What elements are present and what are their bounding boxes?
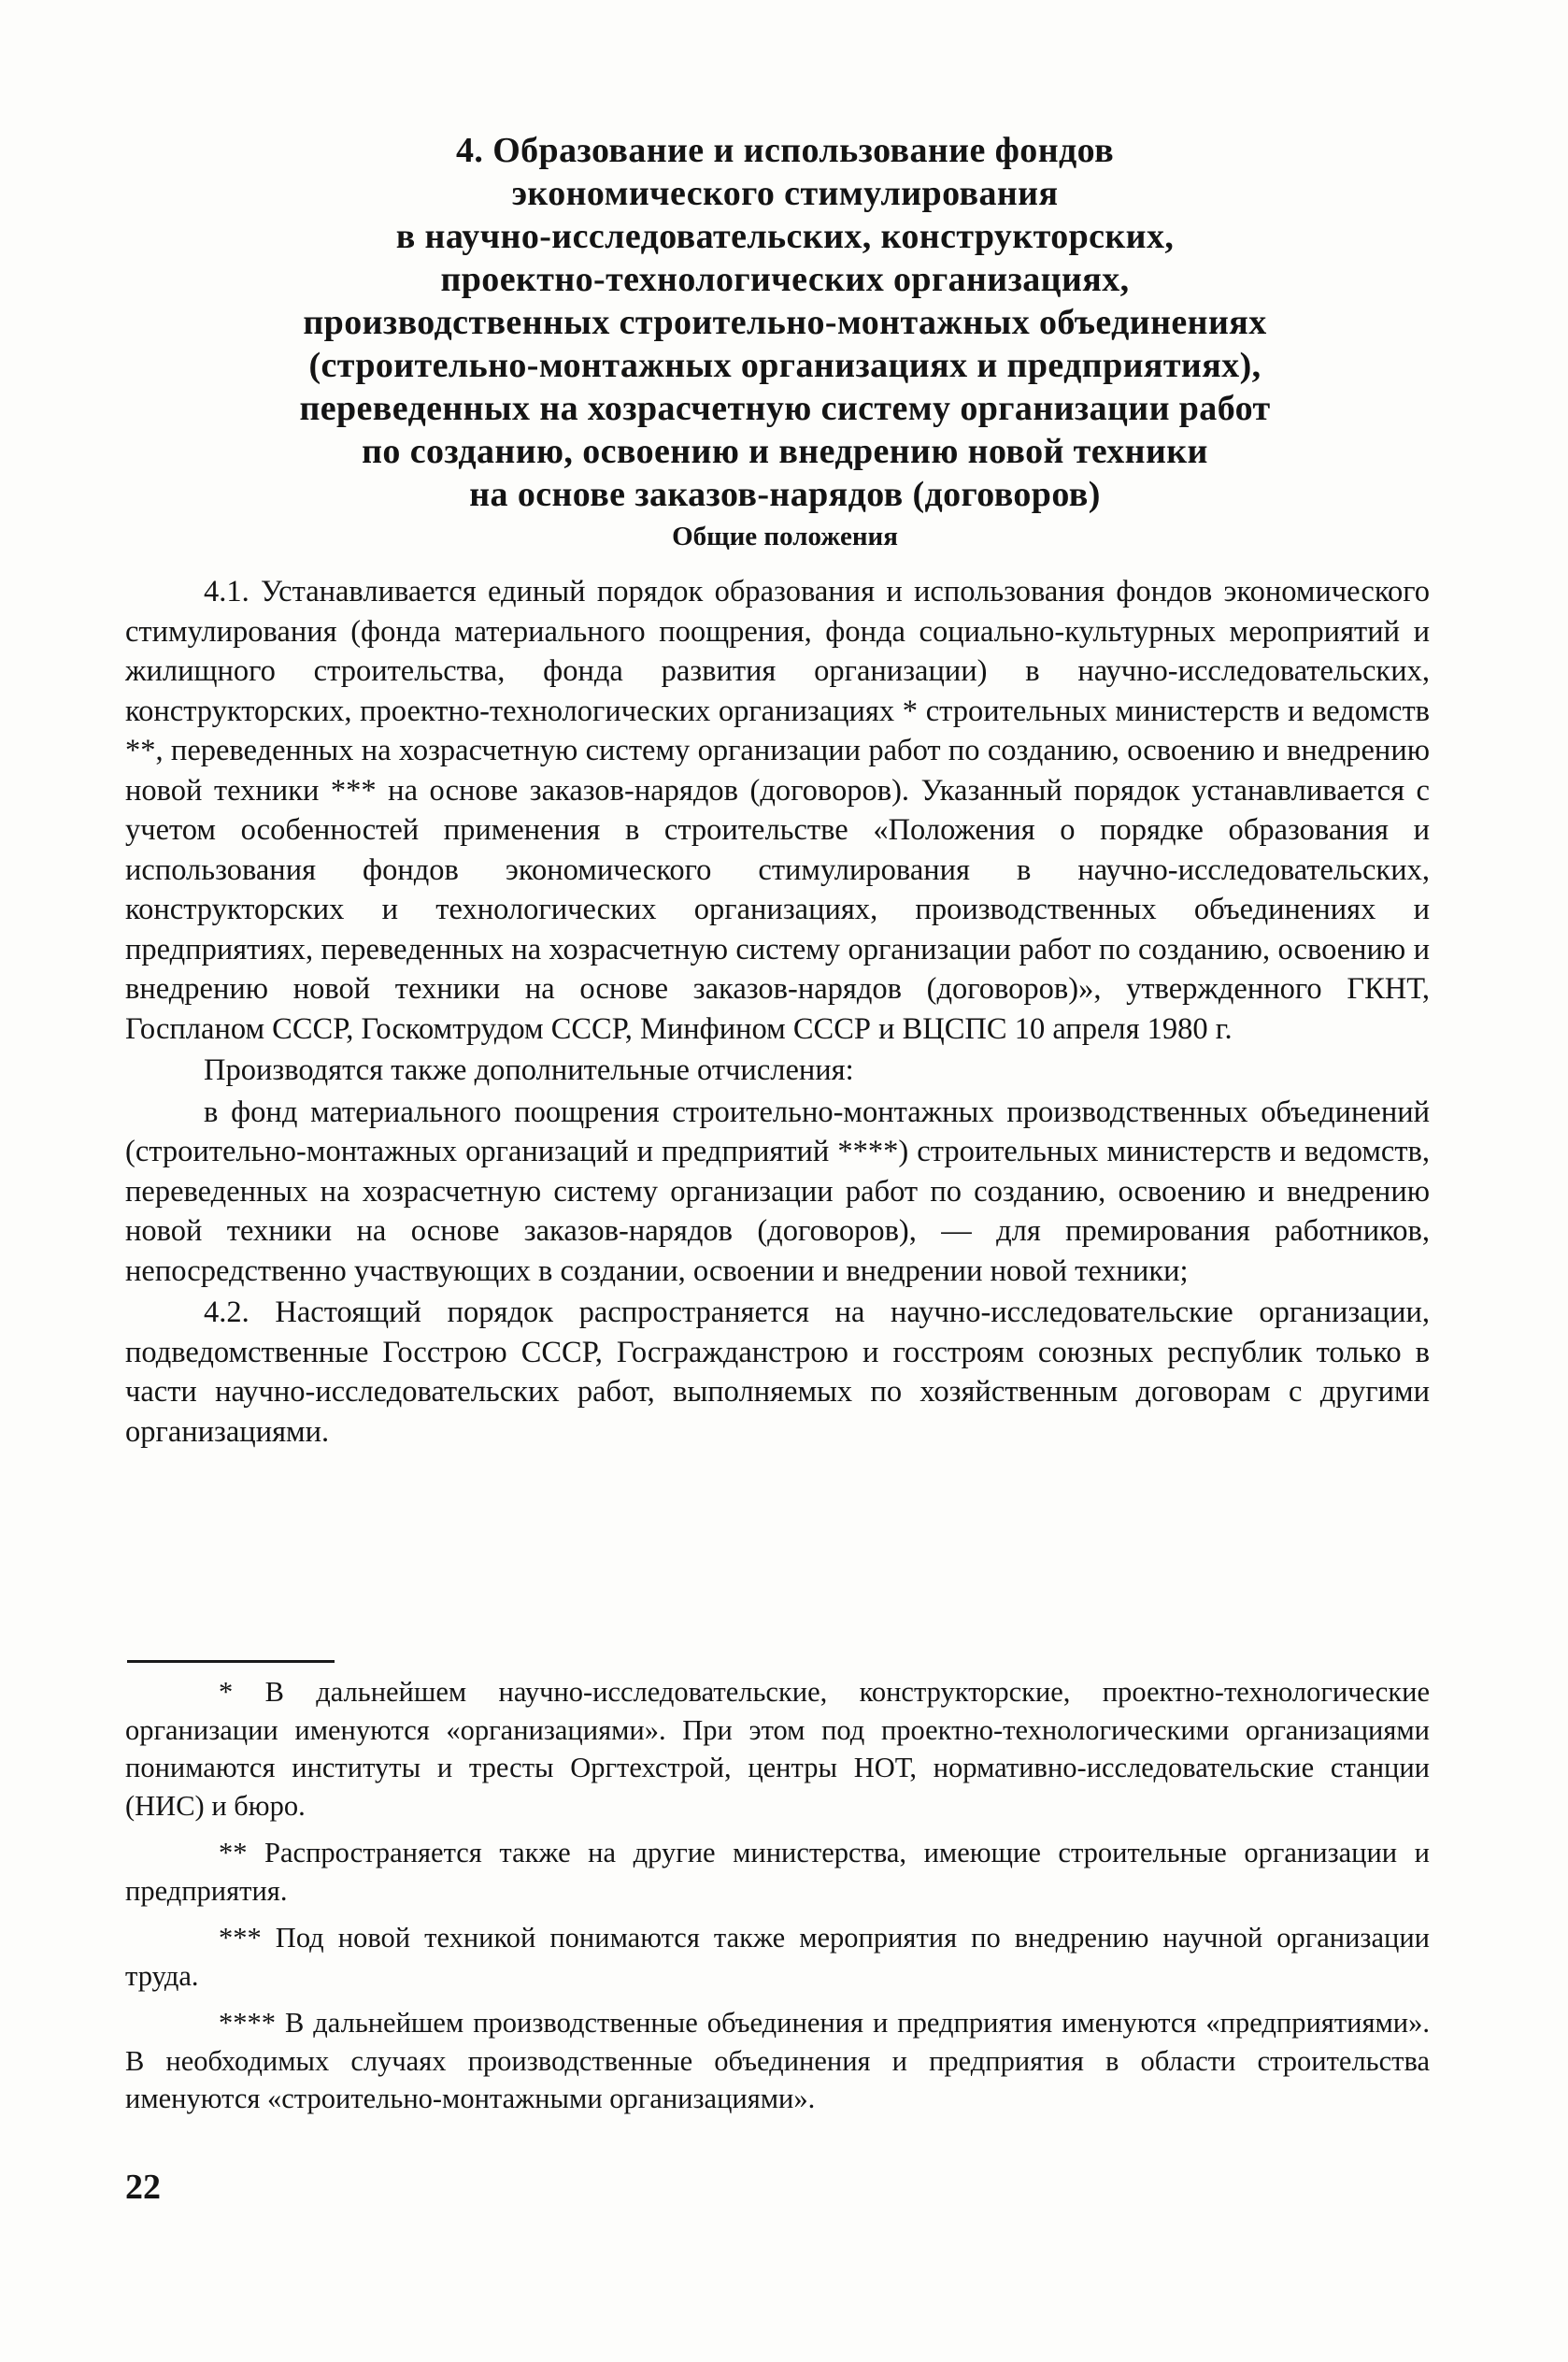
heading-line: в научно-исследовательских, конструкторских, — [395, 217, 1175, 256]
heading-line: производственных строительно-монтажных объединениях — [303, 303, 1267, 342]
footnote-1: * В дальнейшем научно-исследовательские, конструкторские, проектно-технологические организации именуются «организациями». При этом под проектно-технологическими организациями понимаются институты и тресты Оргтехстрой, центры НОТ, нормативно-исследовательские станции (НИС) и бюро. — [125, 1676, 1430, 1822]
paragraph-incentive-fund: в фонд материального поощрения строительно-монтажных производственных объединений (строительно-монтажных организаций и предприятий ****) строительных министерств и ведомств, переведенных на хозрасчетную систему организации работ по созданию, освоению и внедрению новой техники на основе заказов-нарядов (договоров), — для премирования работников, непосредственно участвующих в создании, освоении и внедрении новой техники; — [125, 1095, 1430, 1288]
heading-line: на основе заказов-нарядов (договоров) — [469, 475, 1101, 514]
paragraph-4-1: 4.1. Устанавливается единый порядок образования и использования фондов экономического стимулирования (фонда материального поощрения, фонда социально-культурных мероприятий и жилищного строительства, фонда развития организации) в научно-исследовательских, конструкторских, проектно-технологических организациях * строительных министерств и ведомств **, переведенных на хозрасчетную систему организации работ по созданию, освоению и внедрению новой техники *** на основе заказов-нарядов (договоров). Указанный порядок устанавливается с учетом особенностей применения в строительстве «Положения о порядке образования и использования фондов экономического стимулирования в научно-исследовательских, конструкторских и технологических организациях, производственных объединениях и предприятиях, переведенных на хозрасчетную систему организации работ по созданию, освоению и внедрению новой техники на основе заказов-нарядов (договоров)», утвержденного ГКНТ, Госпланом СССР, Госкомтрудом СССР, Минфином СССР и ВЦСПС 10 апреля 1980 г. — [125, 575, 1430, 1046]
paragraph-additional-deductions: Производятся также дополнительные отчисления: — [204, 1053, 854, 1087]
heading-line: переведенных на хозрасчетную систему организации работ — [299, 389, 1271, 428]
section-heading — [150, 129, 1420, 516]
footnote-3: *** Под новой техникой понимаются также мероприятия по внедрению научной организации труда. — [125, 1922, 1430, 1992]
heading-line: экономического стимулирования — [511, 174, 1059, 213]
footnote-4: **** В дальнейшем производственные объединения и предприятия именуются «предприятиями». В необходимых случаях производственные объединения и предприятия в области строительства именуются «строительно-монтажными организациями». — [125, 2007, 1430, 2114]
footnote-2: ** Распространяется также на другие министерства, имеющие строительные организации и предприятия. — [125, 1837, 1430, 1907]
footnotes — [125, 1673, 1430, 2118]
footnote-divider — [127, 1660, 335, 1663]
heading-line: по созданию, освоению и внедрению новой техники — [362, 432, 1208, 471]
subsection-title: Общие положения — [672, 522, 898, 551]
heading-line: (строительно-монтажных организациях и предприятиях), — [308, 346, 1262, 385]
heading-line: проектно-технологических организациях, — [440, 260, 1130, 299]
heading-line: 4. Образование и использование фондов — [456, 131, 1114, 170]
page-number: 22 — [125, 2168, 161, 2207]
paragraph-4-2: 4.2. Настоящий порядок распространяется на научно-исследовательские организации, подведомственные Госстрою СССР, Госгражданстрою и госстроям союзных республик только в части научно-исследовательских работ, выполняемых по хозяйственным договорам с другими организациями. — [125, 1296, 1430, 1449]
body-text — [125, 572, 1430, 1452]
